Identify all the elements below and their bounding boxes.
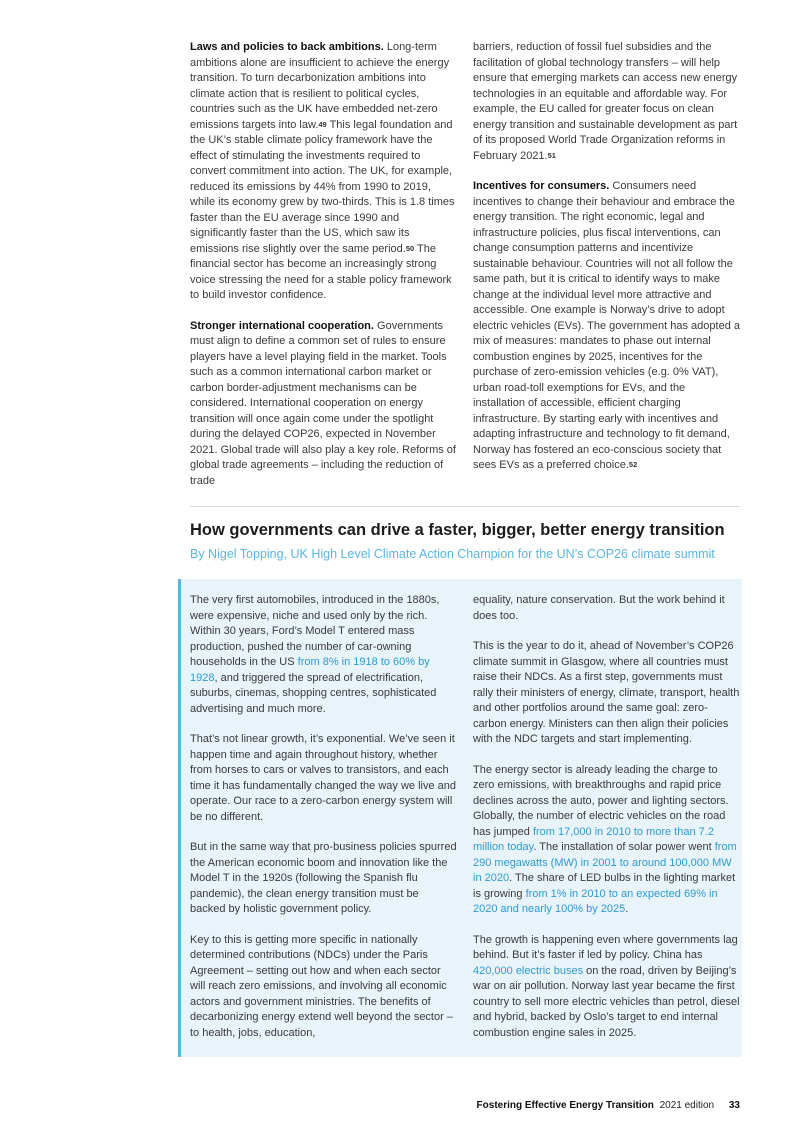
stat-highlight: from 8% in 1918 to 60% by 1928 — [190, 656, 430, 684]
paragraph-text: Long-term ambitions alone are insufficient to achieve the energy transition. To turn decarbonization ambitions into climate action that is resilient to political cycles, countries such as the UK have embedded net-zero emissions targets into law. — [190, 41, 450, 131]
paragraph-text: , and triggered the spread of electrification, suburbs, cinemas, shopping centres, sophisticated advertising and much more. — [190, 671, 437, 715]
paragraph — [190, 933, 457, 1042]
paragraph — [473, 763, 740, 918]
paragraph — [190, 319, 457, 490]
footer-edition: 2021 edition — [659, 1100, 715, 1111]
paragraph-text: Key to this is getting more specific in nationally determined contributions (NDCs) under the Paris Agreement – setting out how and when each sector will reach zero emissions, and involving all economic actors and government ministries. The benefits of decarbonizing energy extend well beyond the sector – to health, jobs, education, — [190, 933, 453, 1039]
paragraph-text: That’s not linear growth, it’s exponential. We’ve seen it happen time and again throughout history, whether from horses to cars or valves to transistors, and each time it has fundamentally changed the way we live and operate. Our race to a zero-carbon energy system will be no different. — [190, 733, 456, 823]
stat-highlight: from 290 megawatts (MW) in 2001 to around 100,000 MW in 2020 — [473, 841, 737, 884]
footnote-ref: 50 — [405, 243, 415, 253]
paragraph-lead: Incentives for consumers. — [473, 180, 613, 192]
paragraph-text: equality, nature conservation. But the work behind it does too. — [473, 594, 725, 622]
paragraph-text: This legal foundation and the UK’s stable climate policy framework have the effect of stimulating the investments required to convert commitment into action. The UK, for example, reduced its emissions by 44% from 1990 to 2019, while its economy grew by two-thirds. This is 1.8 times faster than the EU average since 1990 and significantly faster than the US, which saw its emissions rise slightly over the same period. — [190, 118, 455, 255]
stat-highlight: 420,000 electric buses — [473, 964, 584, 977]
stat-highlight: from 1% in 2010 to an expected 69% in 2020 and nearly 100% by 2025 — [473, 887, 718, 915]
article-top-section — [190, 40, 740, 489]
footer-report-title: Fostering Effective Energy Transition — [476, 1100, 654, 1111]
paragraph-text: The energy sector is already leading the charge to zero emissions, with breakthroughs and rapid price declines across the auto, power and lighting sectors. Globally, the number of electric vehicles on the road has jumped — [473, 763, 729, 838]
feature-box-column-right — [473, 593, 740, 1041]
paragraph-text: The growth is happening even where governments lag behind. But it’s faster if led by policy. China has — [473, 933, 738, 961]
stat-highlight: from 17,000 in 2010 to more than 7.2 million today — [473, 825, 714, 853]
paragraph-text: Governments must align to define a common set of rules to ensure players have a level playing field in the market. Tools such as a common international carbon market or carbon border-adjustment mechanisms can be considered. International cooperation on energy transition will once again come under the spotlight during the delayed COP26, expected in November 2021. Global trade will also play a key role. Reforms of global trade agreements – including the reduction of trade — [190, 319, 456, 487]
paragraph-text: . — [625, 903, 629, 915]
paragraph — [190, 40, 457, 304]
footnote-ref: 51 — [547, 150, 556, 160]
paragraph — [190, 593, 457, 717]
footnote-ref: 49 — [318, 119, 327, 129]
footnote-ref: 52 — [628, 460, 638, 469]
paragraph-text: The very first automobiles, introduced in the 1880s, were expensive, niche and used only by the rich. Within 30 years, Ford’s Model T entered mass production, pushed the number of car-owning households in the US — [190, 594, 440, 668]
paragraph — [190, 732, 457, 825]
paragraph — [473, 40, 740, 164]
paragraph-text: This is the year to do it, ahead of November’s COP26 climate summit in Glasgow, where all countries must raise their NDCs. As a first step, governments must rally their ministers of energy, climate, transport, health and other portfolios around the same goal: zero-carbon energy. Ministers can then align their policies with the NDC targets and start implementing. — [473, 640, 740, 745]
feature-box — [178, 579, 742, 1057]
paragraph — [473, 593, 740, 624]
paragraph — [473, 179, 740, 474]
article-column-right — [473, 40, 740, 489]
paragraph-text: . The installation of solar power went — [533, 841, 715, 853]
feature-box-column-left — [190, 593, 457, 1041]
footer-page-number: 33 — [728, 1100, 740, 1111]
paragraph — [473, 933, 740, 1042]
paragraph-lead: Laws and policies to back ambitions. — [190, 41, 387, 53]
article-column-left — [190, 40, 457, 489]
page-content — [190, 40, 740, 1057]
paragraph — [190, 840, 457, 918]
paragraph-text: Consumers need incentives to change their behaviour and embrace the energy transition. The right economic, legal and infrastructure policies, plus fiscal interventions, can change consumption patterns and incentivize sustainable behaviour. Countries will not all follow the same path, but it is critical to identify ways to make change at the individual level more attractive and accessible. One example is Norway’s drive to adopt electric vehicles (EVs). The government has adopted a mix of measures: mandates to phase out internal combustion engines by 2025, incentives for the purchase of zero-emission vehicles (e.g. 0% VAT), urban road-toll exemptions for EVs, and the installation of accessible, efficient charging infrastructure. By starting early with incentives and adapting infrastructure and technology to fit demand, Norway has fostered an eco-conscious society that sees EVs as a preferred choice. — [473, 180, 740, 471]
paragraph-text: on the road, driven by Beijing’s war on air pollution. Norway last year became the first country to sell more electric vehicles than petrol, diesel and hybrid, backed by Oslo’s target to end internal combustion engine sales in 2025. — [473, 964, 740, 1039]
page-footer — [190, 1100, 740, 1111]
paragraph-text: barriers, reduction of fossil fuel subsidies and the facilitation of global technology transfers – will help ensure that emerging markets can access new energy technologies in an equitable and affordable way. For example, the EU called for greater focus on clean energy transition and sustainable development as part of its proposed World Trade Organization reforms in February 2021. — [473, 41, 738, 162]
paragraph-text: The financial sector has become an increasingly strong voice stressing the need for a stable policy framework to build investor confidence. — [190, 242, 452, 301]
paragraph-lead: Stronger international cooperation. — [190, 319, 378, 332]
paragraph — [473, 639, 740, 748]
feature-header — [190, 506, 740, 563]
feature-byline: By Nigel Topping, UK High Level Climate Action Champion for the UN’s COP26 climate summit — [190, 547, 715, 561]
paragraph-text: But in the same way that pro-business policies spurred the American economic boom and innovation like the Model T in the 1920s (following the Spanish flu pandemic), the clean energy transition must be backed by holistic government policy. — [190, 841, 457, 915]
feature-title: How governments can drive a faster, bigger, better energy transition — [190, 521, 725, 539]
paragraph-text: . The share of LED bulbs in the lighting market is growing — [473, 872, 736, 900]
